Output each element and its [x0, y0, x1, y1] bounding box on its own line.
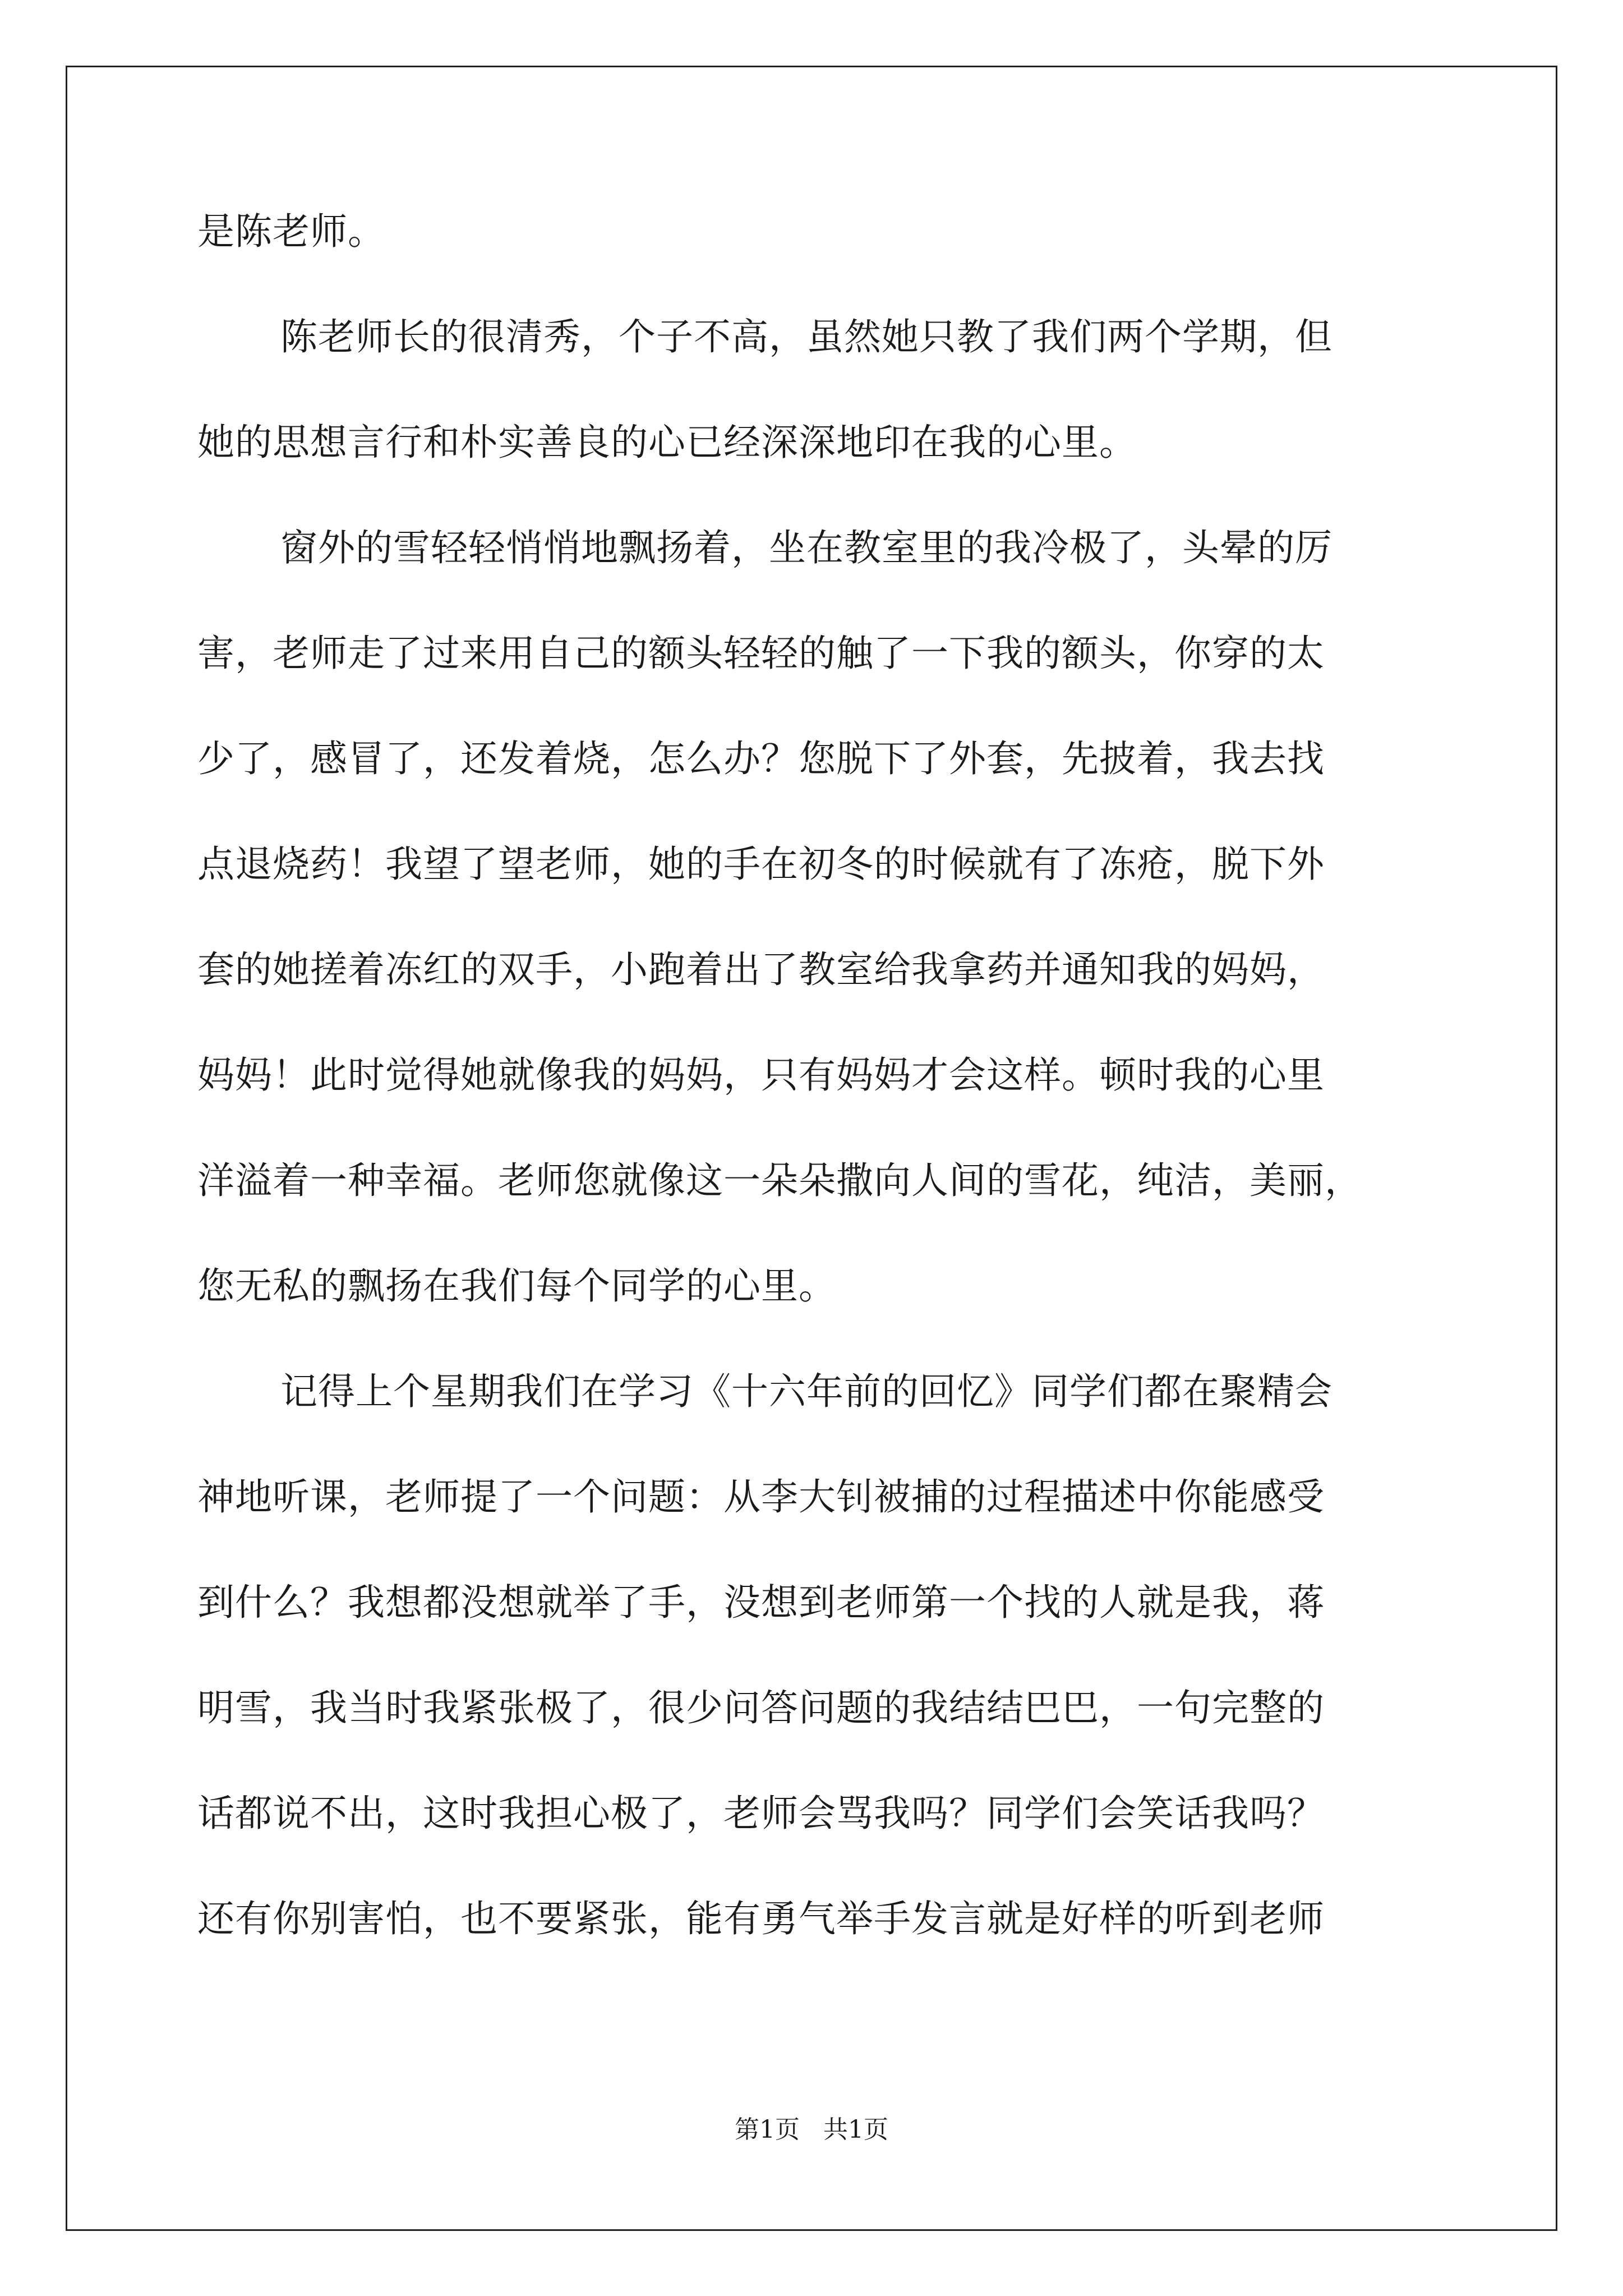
text-line: 到什么？我想都没想就举了手，没想到老师第一个找的人就是我，蒋 [197, 1581, 1325, 1624]
text-line: 少了，感冒了，还发着烧，怎么办？您脱下了外套，先披着，我去找 [197, 737, 1325, 780]
paragraph-start-line: 窗外的雪轻轻悄悄地飘扬着，坐在教室里的我冷极了，头晕的厉 [280, 526, 1332, 569]
text-line: 点退烧药！我望了望老师，她的手在初冬的时候就有了冻疮，脱下外 [197, 843, 1325, 886]
text-line: 神地听课，老师提了一个问题：从李大钊被捕的过程描述中你能感受 [197, 1475, 1325, 1519]
text-line: 还有你别害怕，也不要紧张，能有勇气举手发言就是好样的听到老师 [197, 1897, 1325, 1940]
text-line: 洋溢着一种幸福。老师您就像这一朵朵撒向人间的雪花，纯洁，美丽， [197, 1159, 1362, 1202]
text-line: 套的她搓着冻红的双手，小跑着出了教室给我拿药并通知我的妈妈， [197, 948, 1325, 991]
text-line: 明雪，我当时我紧张极了，很少问答问题的我结结巴巴，一句完整的 [197, 1686, 1325, 1729]
paragraph-start-line: 陈老师长的很清秀，个子不高，虽然她只教了我们两个学期，但 [280, 315, 1332, 358]
text-line: 话都说不出，这时我担心极了，老师会骂我吗？同学们会笑话我吗？ [197, 1792, 1325, 1835]
text-line: 妈妈！此时觉得她就像我的妈妈，只有妈妈才会这样。顿时我的心里 [197, 1053, 1325, 1097]
document-body [197, 210, 1437, 2006]
text-line: 害，老师走了过来用自己的额头轻轻的触了一下我的额头，你穿的太 [197, 632, 1325, 675]
page-number-footer: 第1页 共1页 [735, 2115, 888, 2144]
text-line: 是陈老师。 [197, 210, 385, 253]
text-line: 您无私的飘扬在我们每个同学的心里。 [197, 1264, 836, 1308]
paragraph-start-line: 记得上个星期我们在学习《十六年前的回忆》同学们都在聚精会 [280, 1370, 1332, 1413]
text-line: 她的思想言行和朴实善良的心已经深深地印在我的心里。 [197, 421, 1137, 464]
